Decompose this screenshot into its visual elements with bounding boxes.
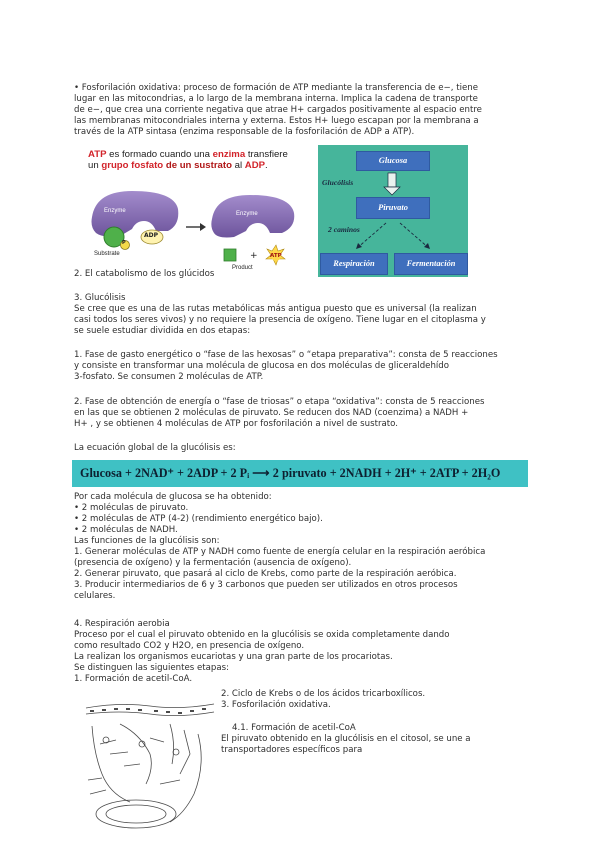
intro-line: lugar en las mitocondrias, a lo largo de la membrana interna. Implica la cadena de transporte [74,94,478,104]
section-heading: 3. Glucólisis [74,293,126,303]
substrate-label: Substrate [94,251,120,257]
text-line: 1. Generar moléculas de ATP y NADH como fuente de energía celular en la respiración aeróbica [74,547,486,557]
text-line: El piruvato obtenido en la glucólisis en el citosol, se une a [221,734,471,744]
text-line: • 2 moléculas de ATP (4-2) (rendimiento energético bajo). [74,514,323,524]
glucolisis-equation-banner [72,460,528,487]
intro-paragraph [74,83,526,138]
glucolisis-diagram [318,145,468,277]
product-cube [224,249,236,261]
caminos-label: 2 caminos [328,225,360,234]
text-line: y consiste en transformar una molécula de glucosa en dos moléculas de gliceraldehído [74,361,449,371]
arrow-left-branch [356,223,386,249]
text-line: Proceso por el cual el piruvato obtenido en la glucólisis se oxida completamente dando [74,630,450,640]
fermentacion-box: Fermentación [394,253,468,275]
text-line: 2. Generar piruvato, que pasará al ciclo de Krebs, como parte de la respiración aeróbica. [74,569,457,579]
text-line: Se cree que es una de las rutas metabólicas más antigua puesto que es universal (la realizan [74,304,477,314]
text-line: 3. Producir intermediarios de 6 y 3 carbonos que pueden ser utilizados en otros procesos [74,580,458,590]
phase1-paragraph [74,350,526,383]
results-paragraph [74,492,526,602]
mitochondria-sketch-figure [80,694,220,834]
arrow-right-branch [400,223,430,249]
text-line: Se distinguen las siguientes etapas: [74,663,229,673]
text-line: H+ , y se obtienen 4 moléculas de ATP por fosforilación a nivel de sustrato. [74,419,398,429]
respiracion-paragraph [74,619,526,685]
text-line: 1. Formación de acetil-CoA. [74,674,193,684]
respiracion-box: Respiración [320,253,388,275]
phase2-paragraph [74,397,526,430]
adp-label: ADP [144,232,159,239]
text-line: La realizan los organismos eucariotas y una gran parte de los procariotas. [74,652,393,662]
intro-line: las membranas mitocondriales interna y externa. Estos H+ luego escapan por la membrana a [74,116,479,126]
text-line: • 2 moléculas de NADH. [74,525,178,535]
etapa-3: 3. Fosforilación oxidativa. [221,700,331,710]
piruvato-box: Piruvato [356,197,430,219]
mitochondria-sketch [80,694,220,834]
intro-line: través de la ATP sintasa (enzima responsable de la fosforilación de ADP a ATP). [74,127,415,137]
intro-line: • Fosforilación oxidativa: proceso de formación de ATP mediante la transferencia de e−, tiene [74,83,478,93]
down-arrow-shaft [388,173,396,187]
glucolisis-intro [74,293,526,337]
text-line: (presencia de oxígeno) y la fermentación (ausencia de oxígeno). [74,558,352,568]
text-line: transportadores específicos para [221,745,363,755]
text-line: 1. Fase de gasto energético o “fase de las hexosas” o “etapa preparativa”: consta de 5 reacciones [74,350,498,360]
text-line: 3-fosfato. Se consumen 2 moléculas de ATP. [74,372,264,382]
glucolisis-label: Glucólisis [322,178,354,187]
caption-catabolismo: 2. El catabolismo de los glúcidos [74,269,215,279]
text-line: en las que se obtienen 2 moléculas de piruvato. Se reducen dos NAD (coenzima) a NADH + [74,408,469,418]
text-line: celulares. [74,591,116,601]
etapa-2: 2. Ciclo de Krebs o de los ácidos tricarboxílicos. [221,689,426,699]
plus-sign: + [250,251,258,261]
text-line: Por cada molécula de glucosa se ha obtenido: [74,492,272,502]
text-line: 2. Fase de obtención de energía o “fase de triosas” o etapa “oxidativa”: consta de 5 reacciones [74,397,485,407]
text-line: Las funciones de la glucólisis son: [74,536,220,546]
text-line: • 2 moléculas de piruvato. [74,503,189,513]
enzyme-label: Enzyme [236,211,258,217]
intro-line: de e−, que crea una corriente negativa que atrae H+ cargados positivamente al espacio entre [74,105,482,115]
text-line: casi todos los seres vivos) y no requiere la presencia de oxígeno. Tiene lugar en el citoplasma y [74,315,486,325]
glucolisis-equation: Glucosa + 2NAD⁺ + 2ADP + 2 Pᵢ ⟶ 2 piruvato + 2NADH + 2H⁺ + 2ATP + 2H₂O [80,466,501,480]
subsection-heading: 4.1. Formación de acetil-CoA [232,723,356,733]
enzyme-label: Enzyme [104,208,126,214]
atp-formation-figure [82,147,304,275]
glucosa-box: Glucosa [356,151,430,171]
atp-figure-title: ATP es formado cuando una enzima transfiere un grupo fosfato de un sustrato al ADP. [88,149,288,171]
product-label: Product [232,265,253,271]
phosphate-label: P [122,240,126,246]
section-heading: 4. Respiración aerobia [74,619,170,629]
equation-intro: La ecuación global de la glucólisis es: [74,443,236,453]
text-line: como resultado CO2 y H2O, en presencia de oxígeno. [74,641,305,651]
down-arrow-head [384,187,400,195]
atp-label: ATP [270,253,282,259]
text-line: se suele estudiar dividida en dos etapas: [74,326,251,336]
